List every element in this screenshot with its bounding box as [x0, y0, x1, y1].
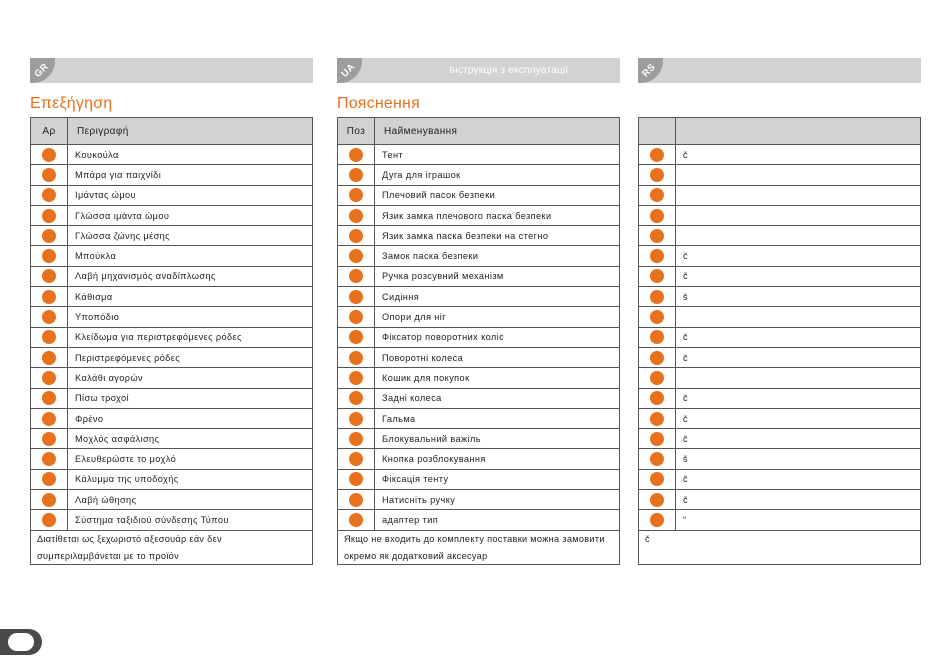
row-number-cell [31, 327, 68, 347]
number-dot-icon [650, 188, 664, 202]
row-number-cell [338, 510, 375, 530]
number-dot-icon [349, 209, 363, 223]
part-name: Λαβή μηχανισμός αναδίπλωσης [68, 266, 313, 286]
number-dot-icon [349, 229, 363, 243]
number-dot-icon [650, 412, 664, 426]
number-dot-icon [42, 452, 56, 466]
row-number-cell [31, 388, 68, 408]
part-name: Замок паска безпеки [375, 246, 620, 266]
part-name: Фіксатор поворотних коліс [375, 327, 620, 347]
row-number-cell [338, 266, 375, 286]
number-dot-icon [650, 330, 664, 344]
row-number-cell [639, 490, 676, 510]
number-dot-icon [650, 493, 664, 507]
part-name: “ [676, 510, 921, 530]
row-number-cell [338, 226, 375, 246]
number-dot-icon [349, 371, 363, 385]
table-row [31, 185, 313, 205]
row-number-cell [338, 449, 375, 469]
number-dot-icon [349, 148, 363, 162]
row-number-cell [31, 347, 68, 367]
table-row [639, 429, 921, 449]
number-dot-icon [650, 269, 664, 283]
part-name: č [676, 327, 921, 347]
table-row [31, 287, 313, 307]
row-number-cell [639, 165, 676, 185]
table-row [338, 145, 620, 165]
row-number-cell [338, 145, 375, 165]
row-number-cell [338, 205, 375, 225]
part-name: č [676, 347, 921, 367]
row-number-cell [31, 449, 68, 469]
part-name: Σύστημα ταξιδιού σύνδεσης Τύπου [68, 510, 313, 530]
row-number-cell [31, 490, 68, 510]
part-name: č [676, 429, 921, 449]
part-name: Ελευθερώστε το μοχλό [68, 449, 313, 469]
part-name: адаптер тип [375, 510, 620, 530]
part-name: Μπάρα για παιχνίδι [68, 165, 313, 185]
row-number-cell [31, 266, 68, 286]
part-name: Задні колеса [375, 388, 620, 408]
number-dot-icon [650, 371, 664, 385]
table-row [31, 347, 313, 367]
table-row [639, 307, 921, 327]
part-name: č [676, 469, 921, 489]
table-row [338, 266, 620, 286]
row-number-cell [639, 368, 676, 388]
row-number-cell [338, 469, 375, 489]
part-name: Поворотні колеса [375, 347, 620, 367]
number-dot-icon [42, 330, 56, 344]
language-code-gr: GR [32, 61, 51, 80]
part-name: č [676, 145, 921, 165]
number-dot-icon [349, 310, 363, 324]
number-dot-icon [650, 351, 664, 365]
part-name: Λαβή ώθησης [68, 490, 313, 510]
row-number-cell [639, 266, 676, 286]
header-description [676, 118, 921, 145]
parts-table-ua [337, 117, 620, 531]
row-number-cell [31, 368, 68, 388]
table-row [338, 165, 620, 185]
row-number-cell [31, 205, 68, 225]
table-row [338, 490, 620, 510]
header-number: Поз [338, 118, 375, 145]
table-row [31, 205, 313, 225]
note-ua: Якщо не входить до комплекту поставки можна замовити окремо як додатковий аксесуар [337, 531, 620, 565]
part-name: Кнопка розблокування [375, 449, 620, 469]
number-dot-icon [349, 188, 363, 202]
part-name: č [676, 246, 921, 266]
number-dot-icon [349, 249, 363, 263]
number-dot-icon [42, 432, 56, 446]
number-dot-icon [42, 269, 56, 283]
row-number-cell [338, 388, 375, 408]
table-row [31, 165, 313, 185]
table-row [639, 469, 921, 489]
table-row [639, 327, 921, 347]
number-dot-icon [650, 209, 664, 223]
row-number-cell [31, 165, 68, 185]
table-row [338, 469, 620, 489]
row-number-cell [639, 185, 676, 205]
row-number-cell [31, 287, 68, 307]
number-dot-icon [349, 290, 363, 304]
number-dot-icon [42, 168, 56, 182]
section-title-ua: Пояснення [337, 95, 420, 112]
row-number-cell [31, 145, 68, 165]
table-row [639, 388, 921, 408]
table-row [338, 185, 620, 205]
table-row [639, 246, 921, 266]
language-badge-rs [638, 58, 663, 83]
row-number-cell [31, 185, 68, 205]
number-dot-icon [349, 168, 363, 182]
number-dot-icon [650, 452, 664, 466]
table-row [338, 388, 620, 408]
part-name: Κάλυμμα της υποδοχής [68, 469, 313, 489]
part-name: Язик замка плечового паска безпеки [375, 205, 620, 225]
part-name: š [676, 449, 921, 469]
parts-table-gr [30, 117, 313, 531]
part-name [676, 205, 921, 225]
table-row [31, 226, 313, 246]
row-number-cell [639, 469, 676, 489]
table-row [338, 307, 620, 327]
table-row [338, 449, 620, 469]
column-rs [638, 58, 921, 565]
table-row [338, 368, 620, 388]
row-number-cell [338, 327, 375, 347]
table-row [31, 449, 313, 469]
part-name: Сидіння [375, 287, 620, 307]
row-number-cell [639, 307, 676, 327]
row-number-cell [31, 429, 68, 449]
column-gr [30, 58, 313, 565]
section-title-gr: Επεξήγηση [30, 95, 113, 112]
language-badge-gr [30, 58, 55, 83]
table-row [338, 205, 620, 225]
number-dot-icon [349, 269, 363, 283]
number-dot-icon [650, 168, 664, 182]
row-number-cell [338, 347, 375, 367]
number-dot-icon [349, 391, 363, 405]
part-name: Ιμάντας ώμου [68, 185, 313, 205]
page-tab-marker [0, 629, 42, 655]
table-row [31, 388, 313, 408]
number-dot-icon [42, 412, 56, 426]
part-name: Γλώσσα ζώνης μέσης [68, 226, 313, 246]
row-number-cell [31, 408, 68, 428]
table-row [338, 408, 620, 428]
number-dot-icon [650, 310, 664, 324]
row-number-cell [639, 408, 676, 428]
parts-table-rs [638, 117, 921, 531]
part-name: Περιστρεφόμενες ρόδες [68, 347, 313, 367]
part-name [676, 368, 921, 388]
table-row [31, 368, 313, 388]
table-row [31, 307, 313, 327]
table-row [31, 429, 313, 449]
part-name: Μπούκλα [68, 246, 313, 266]
part-name: č [676, 408, 921, 428]
row-number-cell [31, 226, 68, 246]
table-row [338, 246, 620, 266]
row-number-cell [639, 145, 676, 165]
number-dot-icon [650, 229, 664, 243]
part-name [676, 307, 921, 327]
table-row [31, 408, 313, 428]
table-row [639, 347, 921, 367]
language-bar-title-ua: Інструкція з експлуатації [449, 64, 569, 76]
row-number-cell [639, 510, 676, 530]
table-row [639, 185, 921, 205]
part-name: č [676, 490, 921, 510]
header-number: Αρ [31, 118, 68, 145]
part-name [676, 185, 921, 205]
part-name: Κάθισμα [68, 287, 313, 307]
row-number-cell [639, 347, 676, 367]
row-number-cell [31, 469, 68, 489]
table-row [639, 226, 921, 246]
table-row [31, 246, 313, 266]
header-description: Найменування [375, 118, 620, 145]
column-ua [337, 58, 620, 565]
number-dot-icon [42, 513, 56, 527]
row-number-cell [639, 429, 676, 449]
part-name: Υποπόδιο [68, 307, 313, 327]
number-dot-icon [349, 351, 363, 365]
row-number-cell [338, 307, 375, 327]
table-row [639, 408, 921, 428]
table-row [639, 490, 921, 510]
row-number-cell [338, 165, 375, 185]
table-row [639, 449, 921, 469]
number-dot-icon [650, 432, 664, 446]
section-title-rs [638, 83, 921, 117]
part-name: Φρένο [68, 408, 313, 428]
number-dot-icon [42, 148, 56, 162]
part-name: Καλάθι αγορών [68, 368, 313, 388]
language-bar-ua [337, 58, 620, 83]
language-bar-rs [638, 58, 921, 83]
header-number [639, 118, 676, 145]
part-name: Ручка розсувний механізм [375, 266, 620, 286]
row-number-cell [639, 449, 676, 469]
table-row [338, 510, 620, 530]
part-name [676, 165, 921, 185]
language-code-rs: RS [640, 61, 659, 80]
table-row [338, 226, 620, 246]
language-badge-ua [337, 58, 362, 83]
row-number-cell [639, 226, 676, 246]
row-number-cell [338, 368, 375, 388]
number-dot-icon [42, 351, 56, 365]
table-row [639, 287, 921, 307]
table-row [31, 327, 313, 347]
number-dot-icon [42, 371, 56, 385]
table-row [639, 205, 921, 225]
part-name: Кошик для покупок [375, 368, 620, 388]
number-dot-icon [42, 310, 56, 324]
number-dot-icon [42, 472, 56, 486]
number-dot-icon [650, 148, 664, 162]
table-row [31, 145, 313, 165]
number-dot-icon [349, 330, 363, 344]
row-number-cell [639, 327, 676, 347]
part-name: Опори для ніг [375, 307, 620, 327]
row-number-cell [338, 287, 375, 307]
row-number-cell [639, 246, 676, 266]
number-dot-icon [42, 188, 56, 202]
row-number-cell [338, 408, 375, 428]
table-row [639, 510, 921, 530]
part-name: Πίσω τροχοί [68, 388, 313, 408]
table-row [31, 510, 313, 530]
part-name [676, 226, 921, 246]
table-row [639, 145, 921, 165]
table-row [338, 429, 620, 449]
row-number-cell [31, 510, 68, 530]
note-rs: č [638, 531, 921, 565]
table-row [31, 266, 313, 286]
row-number-cell [639, 287, 676, 307]
note-gr: Διατίθεται ως ξεχωριστό αξεσουάρ εάν δεν συμπεριλαμβάνεται με το προϊόν [30, 531, 313, 565]
part-name: Κλείδωμα για περιστρεφόμενες ρόδες [68, 327, 313, 347]
part-name: š [676, 287, 921, 307]
number-dot-icon [42, 209, 56, 223]
number-dot-icon [349, 493, 363, 507]
language-bar-gr [30, 58, 313, 83]
part-name: Натисніть ручку [375, 490, 620, 510]
table-row [338, 327, 620, 347]
language-code-ua: UA [339, 61, 358, 80]
number-dot-icon [42, 249, 56, 263]
header-description: Περιγραφή [68, 118, 313, 145]
number-dot-icon [650, 249, 664, 263]
part-name: Фіксація тенту [375, 469, 620, 489]
table-row [338, 287, 620, 307]
row-number-cell [338, 246, 375, 266]
part-name: Язик замка паска безпеки на стегно [375, 226, 620, 246]
part-name: Гальма [375, 408, 620, 428]
number-dot-icon [42, 391, 56, 405]
row-number-cell [639, 205, 676, 225]
number-dot-icon [349, 472, 363, 486]
table-row [639, 165, 921, 185]
number-dot-icon [349, 432, 363, 446]
number-dot-icon [650, 472, 664, 486]
row-number-cell [31, 307, 68, 327]
part-name: Κουκούλα [68, 145, 313, 165]
row-number-cell [338, 185, 375, 205]
number-dot-icon [650, 513, 664, 527]
part-name: Блокувальний важіль [375, 429, 620, 449]
row-number-cell [639, 388, 676, 408]
row-number-cell [338, 490, 375, 510]
part-name: č [676, 266, 921, 286]
table-row [639, 368, 921, 388]
number-dot-icon [650, 290, 664, 304]
number-dot-icon [349, 452, 363, 466]
part-name: Плечовий пасок безпеки [375, 185, 620, 205]
number-dot-icon [349, 513, 363, 527]
number-dot-icon [349, 412, 363, 426]
table-row [31, 490, 313, 510]
number-dot-icon [650, 391, 664, 405]
part-name: Γλώσσα ιμάντα ώμου [68, 205, 313, 225]
number-dot-icon [42, 290, 56, 304]
part-name: č [676, 388, 921, 408]
table-row [639, 266, 921, 286]
part-name: Тент [375, 145, 620, 165]
table-row [31, 469, 313, 489]
row-number-cell [31, 246, 68, 266]
number-dot-icon [42, 229, 56, 243]
table-row [338, 347, 620, 367]
part-name: Дуга для іграшок [375, 165, 620, 185]
number-dot-icon [42, 493, 56, 507]
row-number-cell [338, 429, 375, 449]
part-name: Μοχλός ασφάλισης [68, 429, 313, 449]
